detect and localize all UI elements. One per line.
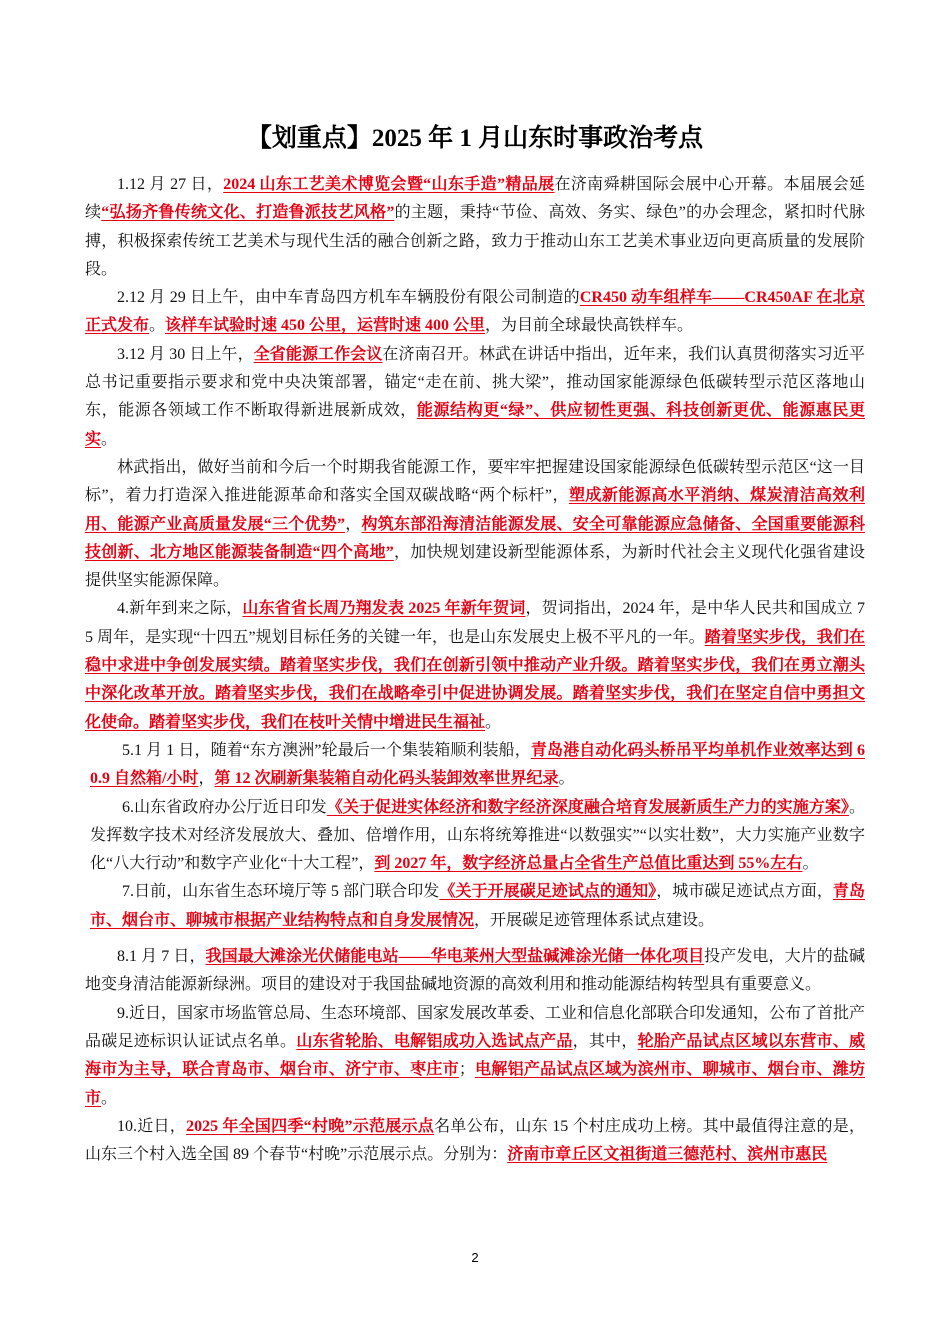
paragraph-10	[85, 1000, 865, 1113]
body-text: 5.1 月 1 日，随着“东方澳洲”轮最后一个集装箱顺利装船，	[122, 741, 531, 759]
body-text: 投产发电，大片的盐碱地变身清洁能源新绿洲。项目的建设对于我国盐碱地资源的高效利用和推动能源结构转型具有重要意义。	[85, 948, 865, 994]
highlighted-key-point: 我国最大滩涂光伏储能电站——华电莱州大型盐碱滩涂光储一体化项目	[205, 948, 705, 966]
body-text: 。	[101, 1089, 118, 1107]
body-text: 的主题，秉持“节俭、高效、务实、绿色”的办会理念，紧扣时代脉搏，积极探索传统工艺美术与现代生活的融合创新之路，致力于推动山东工艺美术事业迈向更高质量的发展阶段。	[85, 204, 865, 278]
body-text: 2.12 月 29 日上午，由中车青岛四方机车车辆股份有限公司制造的	[117, 289, 580, 307]
highlighted-key-point: 该样车试验时速 450 公里，运营时速 400 公里	[165, 317, 486, 335]
document-body	[85, 171, 865, 1169]
body-text: 9.近日，国家市场监管总局、生态环境部、国家发展改革委、工业和信息化部联合印发通知，公布了首批产品碳足迹标识认证试点名单。	[85, 1004, 866, 1050]
paragraph-5	[85, 595, 865, 736]
body-text: 。发挥数字技术对经济发展放大、叠加、倍增作用，山东将统筹推进“以数强实”“以实壮数”，大力实施产业数字化“八大行动”和数字产业化“十大工程”，	[90, 798, 865, 873]
highlighted-key-point: 电解铝产品试点区域为滨州市、聊城市、烟台市、潍坊市	[85, 1061, 865, 1107]
body-text: 。	[485, 713, 502, 731]
body-text: ，开展碳足迹管理体系试点建设。	[474, 911, 715, 929]
highlighted-key-point: 《关于促进实体经济和数字经济深度融合培育发展新质生产力的实施方案》	[326, 798, 849, 816]
body-text: 。	[149, 317, 166, 335]
body-text: 6.山东省政府办公厅近日印发	[122, 798, 327, 816]
body-text: 林武指出，做好当前和今后一个时期我省能源工作，要牢牢把握建设国家能源绿色低碳转型示范区“这一目标”，着力打造深入推进能源革命和落实全国双碳战略“两个标杆”，	[85, 458, 865, 505]
body-text: 。	[101, 430, 118, 448]
highlighted-key-point: 构筑东部沿海清洁能源发展、安全可靠能源应急储备、全国重要能源科技创新、北方地区能源装备制造“四个高地”	[85, 515, 865, 561]
body-text: 在济南召开。林武在讲话中指出，近年来，我们认真贯彻落实习近平总书记重要指示要求和党中央决策部署，锚定“走在前、挑大梁”，推动国家能源绿色低碳转型示范区落地山东，能源各领域工作不断取得新进展新成效，	[85, 345, 865, 420]
body-text: 10.近日，	[117, 1117, 187, 1135]
highlighted-key-point: “弘扬齐鲁传统文化、打造鲁派技艺风格”	[101, 204, 395, 222]
body-text: 7.日前，山东省生态环境厅等 5 部门联合印发	[122, 883, 440, 901]
paragraph-8	[85, 878, 865, 935]
highlighted-key-point: 山东省省长周乃翔发表 2025 年新年贺词	[242, 600, 526, 618]
paragraph-7	[85, 794, 865, 879]
body-text: ，城市碳足迹试点方面，	[656, 883, 833, 901]
paragraph-9	[85, 943, 865, 1000]
body-text: ，其中，	[572, 1032, 638, 1050]
highlighted-key-point: 青岛市、烟台市、聊城市根据产业结构特点和自身发展情况	[90, 883, 865, 929]
paragraph-6	[85, 737, 865, 794]
body-text: ，	[198, 770, 215, 788]
body-text: 在济南舜耕国际会展中心开幕。本届展会延续	[85, 176, 865, 222]
body-text: 8.1 月 7 日，	[117, 948, 206, 966]
highlighted-key-point: 2024 山东工艺美术博览会暨“山东手造”精品展	[223, 176, 555, 193]
highlighted-key-point: 全省能源工作会议	[253, 345, 383, 363]
highlighted-key-point: 踏着坚实步伐，我们在稳中求进中争创发展实绩。踏着坚实步伐，我们在创新引领中推动产业升级。踏着坚实步伐，我们在勇立潮头中深化改革开放。踏着坚实步伐，我们在战略牵引中促进协调发展。踏着坚实步伐，我们在坚定自信中勇担文化使命。踏着坚实步伐，我们在枝叶关情中增进民生福祉	[85, 628, 865, 731]
highlighted-key-point: 济南市章丘区文祖街道三德范村、滨州市惠民	[507, 1146, 828, 1164]
body-text: ，加快规划建设新型能源体系，为新时代社会主义现代化强省建设提供坚实能源保障。	[85, 543, 865, 590]
highlighted-key-point: 到 2027 年，数字经济总量占全省生产总值比重达到 55%左右	[374, 855, 803, 873]
highlighted-key-point: 2025 年全国四季“村晚”示范展示点	[186, 1117, 435, 1135]
paragraph-4	[85, 454, 865, 595]
body-text: ；	[458, 1061, 475, 1079]
body-text: ，贺词指出，2024 年，是中华人民共和国成立 75 周年，是实现“十四五”规划目标任务的关键一年，也是山东发展史上极不平凡的一年。	[85, 600, 865, 646]
paragraph-11	[85, 1113, 865, 1170]
highlighted-key-point: 山东省轮胎、电解铝成功入选试点产品	[296, 1032, 573, 1050]
page-number: 2	[471, 1250, 479, 1265]
highlighted-key-point: 《关于开展碳足迹试点的通知》	[439, 883, 657, 901]
highlighted-key-point: 能源结构更“绿”、供应韧性更强、科技创新更优、能源惠民更实	[85, 402, 865, 448]
body-text: 1.12 月 27 日，	[117, 176, 224, 193]
highlighted-key-point: 轮胎产品试点区域以东营市、威海市为主导，联合青岛市、烟台市、济宁市、枣庄市	[85, 1032, 865, 1079]
body-text: ，为目前全球最快高铁样车。	[485, 317, 694, 335]
body-text: 。	[802, 855, 819, 873]
highlighted-key-point: 塑成新能源高水平消纳、煤炭清洁高效利用、能源产业高质量发展“三个优势”	[85, 487, 865, 533]
highlighted-key-point: CR450 动车组样车——CR450AF 在北京正式发布	[85, 289, 865, 335]
document-title: 【划重点】2025 年 1 月山东时事政治考点	[246, 125, 704, 152]
highlighted-key-point: 青岛港自动化码头桥吊平均单机作业效率达到 60.9 自然箱/小时	[90, 741, 865, 788]
paragraph-3	[85, 341, 865, 454]
highlighted-key-point: 第 12 次刷新集装箱自动化码头装卸效率世界纪录	[214, 770, 559, 788]
body-text: 。	[558, 770, 575, 788]
paragraph-2	[85, 284, 865, 341]
paragraph-1	[85, 171, 865, 284]
body-text: 4.新年到来之际，	[117, 600, 243, 618]
body-text: 3.12 月 30 日上午，	[117, 345, 254, 363]
body-text: ，	[345, 515, 362, 533]
body-text: 名单公布，山东 15 个村庄成功上榜。其中最值得注意的是，山东三个村入选全国 89 个春节“村晚”示范展示点。分别为：	[85, 1117, 865, 1164]
